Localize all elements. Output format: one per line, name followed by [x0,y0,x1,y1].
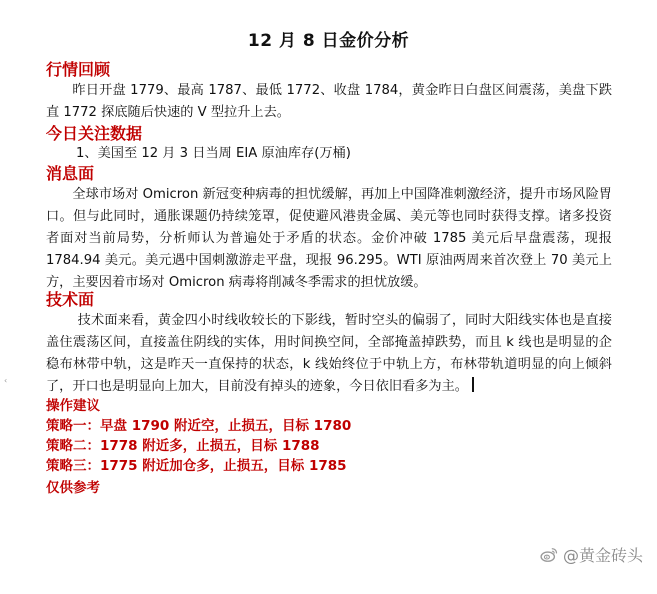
today-data-heading: 今日关注数据 [46,124,143,143]
technical-text-body: 技术面来看，黄金四小时线收较长的下影线，暂时空头的偏弱了，同时大阳线实体也是直接盖住震荡区间，直接盖住阴线的实体，用时间换空间，全部掩盖掉跌势，而且 k 线也是明显的企稳布林带中轨，这是昨天一直保持的状态，k 线始终位于中轨上方，布林带轨道明显的向上倾斜了，开口也是明显向上加大，目前没有掉头的迹象，今日依旧看多为主。 [46,313,612,394]
strategy-item-3: 策略三：1775 附近加仓多，止损五，目标 1785 [46,458,347,474]
watermark-text: @黄金砖头 [562,546,643,565]
text-cursor [472,377,474,392]
strategy-item-2: 策略二：1778 附近多，止损五，目标 1788 [46,438,320,454]
technical-heading: 技术面 [46,290,95,309]
technical-text [46,310,612,398]
news-text: 全球市场对 Omicron 新冠变种病毒的担忧缓解，再加上中国降准刺激经济，提升市场风险胃口。但与此同时，通胀课题仍持续笼罩，促使避风港贵金属、美元等也同时获得支撑。诸多投资者面对当前局势，分析师认为普遍处于矛盾的状态。金价冲破 1785 美元后早盘震荡，现报 1784.94 美元。美元遇中国刺激游走平盘，现报 96.295。WTI 原油两周来首次登上 70 美元上方，主要因着市场对 Omicron 病毒将削减冬季需求的担忧放缓。 [46,187,612,290]
margin-mark: ‹ [4,376,8,385]
news-heading: 消息面 [46,164,95,183]
document-title: 12 月 8 日金价分析 [247,31,410,51]
market-review-heading: 行情回顾 [46,60,111,79]
disclaimer: 仅供参考 [46,480,100,496]
strategy-heading: 操作建议 [46,398,100,414]
strategy-item-1: 策略一：早盘 1790 附近空，止损五，目标 1780 [46,418,352,434]
weibo-logo-icon [539,545,559,565]
today-data-item: 1、美国至 12 月 3 日当周 EIA 原油库存(万桶) [76,146,351,161]
market-review-text: 昨日开盘 1779、最高 1787、最低 1772、收盘 1784，黄金昨日白盘区间震荡，美盘下跌直 1772 探底随后快速的 V 型拉升上去。 [46,83,612,120]
watermark [539,543,643,566]
